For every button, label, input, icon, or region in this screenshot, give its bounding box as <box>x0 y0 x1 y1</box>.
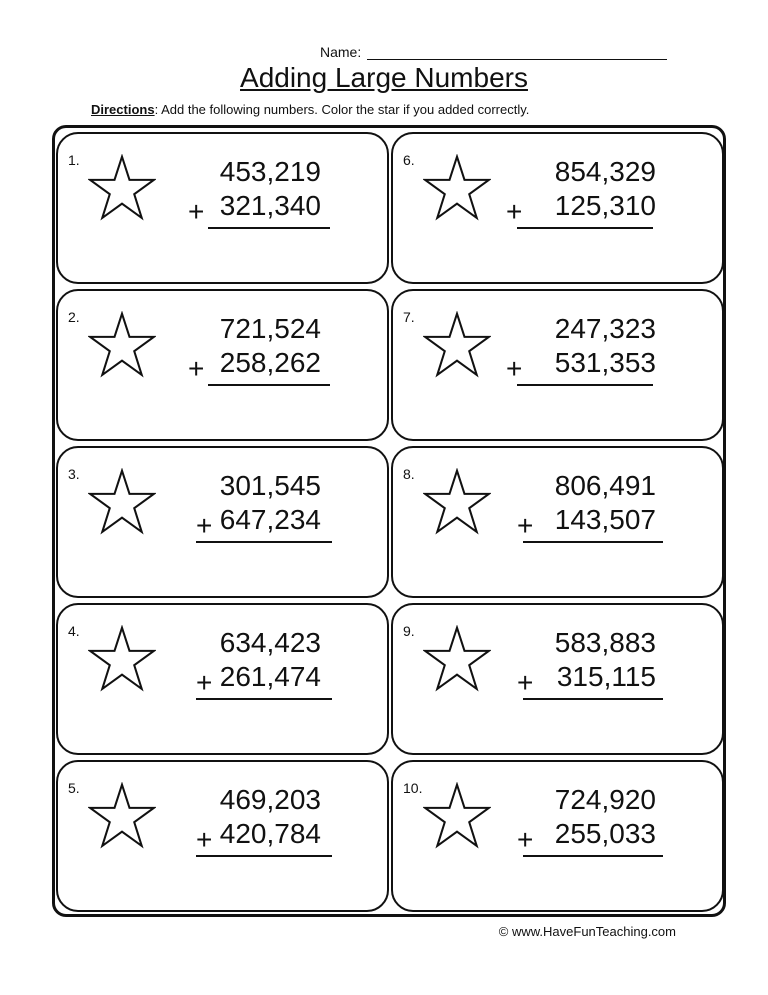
plus-sign: + <box>517 667 534 698</box>
problem-number: 2. <box>68 309 80 325</box>
addend-top: 453,219 <box>219 156 321 187</box>
problem-number: 9. <box>403 623 415 639</box>
answer-line[interactable] <box>196 855 332 857</box>
problem-card <box>391 603 724 755</box>
addend-top: 724,920 <box>554 784 656 815</box>
answer-line[interactable] <box>523 855 663 857</box>
addend-bottom: 125,310 <box>554 190 656 221</box>
page-title: Adding Large Numbers <box>240 62 528 93</box>
answer-line[interactable] <box>517 227 653 229</box>
answer-line[interactable] <box>523 541 663 543</box>
problem-card <box>56 603 389 755</box>
name-line[interactable] <box>367 45 667 60</box>
addend-top: 634,423 <box>219 627 321 658</box>
problem-card <box>391 446 724 598</box>
answer-line[interactable] <box>208 227 330 229</box>
problems-frame <box>52 125 726 917</box>
answer-line[interactable] <box>196 541 332 543</box>
answer-line[interactable] <box>196 698 332 700</box>
problem-card <box>56 760 389 912</box>
problem-number: 6. <box>403 152 415 168</box>
star-icon[interactable] <box>88 154 156 222</box>
star-icon[interactable] <box>88 468 156 536</box>
name-label: Name: <box>320 44 362 60</box>
addend-top: 247,323 <box>554 313 656 344</box>
star-icon[interactable] <box>88 311 156 379</box>
problem-card <box>391 132 724 284</box>
addend-top: 806,491 <box>554 470 656 501</box>
directions <box>91 102 529 117</box>
addend-bottom: 258,262 <box>219 347 321 378</box>
directions-label: Directions <box>91 102 155 117</box>
problem-card <box>56 289 389 441</box>
plus-sign: + <box>196 824 213 855</box>
plus-sign: + <box>517 824 534 855</box>
problem-card <box>391 289 724 441</box>
addend-top: 583,883 <box>554 627 656 658</box>
addend-bottom: 255,033 <box>554 818 656 849</box>
plus-sign: + <box>196 510 213 541</box>
addend-bottom: 143,507 <box>554 504 656 535</box>
addend-bottom: 647,234 <box>219 504 321 535</box>
plus-sign: + <box>188 196 205 227</box>
addend-bottom: 321,340 <box>219 190 321 221</box>
name-field[interactable] <box>320 44 667 60</box>
star-icon[interactable] <box>423 782 491 850</box>
directions-text: : Add the following numbers. Color the star if you added correctly. <box>154 102 530 117</box>
plus-sign: + <box>517 510 534 541</box>
copyright-footer: © www.HaveFunTeaching.com <box>498 924 676 939</box>
star-icon[interactable] <box>88 782 156 850</box>
problem-card <box>56 132 389 284</box>
star-icon[interactable] <box>423 468 491 536</box>
problem-number: 7. <box>403 309 415 325</box>
addend-top: 721,524 <box>219 313 321 344</box>
answer-line[interactable] <box>517 384 653 386</box>
problem-number: 5. <box>68 780 80 796</box>
star-icon[interactable] <box>88 625 156 693</box>
star-icon[interactable] <box>423 311 491 379</box>
star-icon[interactable] <box>423 154 491 222</box>
problem-number: 1. <box>68 152 80 168</box>
addend-top: 469,203 <box>219 784 321 815</box>
problem-number: 3. <box>68 466 80 482</box>
answer-line[interactable] <box>208 384 330 386</box>
problem-card <box>56 446 389 598</box>
plus-sign: + <box>196 667 213 698</box>
addend-bottom: 531,353 <box>554 347 656 378</box>
addend-top: 301,545 <box>219 470 321 501</box>
addend-top: 854,329 <box>554 156 656 187</box>
addend-bottom: 315,115 <box>556 661 656 692</box>
plus-sign: + <box>506 196 523 227</box>
problem-number: 4. <box>68 623 80 639</box>
answer-line[interactable] <box>523 698 663 700</box>
problem-card <box>391 760 724 912</box>
addend-bottom: 420,784 <box>219 818 321 849</box>
star-icon[interactable] <box>423 625 491 693</box>
problem-number: 10. <box>403 780 423 796</box>
plus-sign: + <box>506 353 523 384</box>
plus-sign: + <box>188 353 205 384</box>
addend-bottom: 261,474 <box>219 661 321 692</box>
problem-number: 8. <box>403 466 415 482</box>
